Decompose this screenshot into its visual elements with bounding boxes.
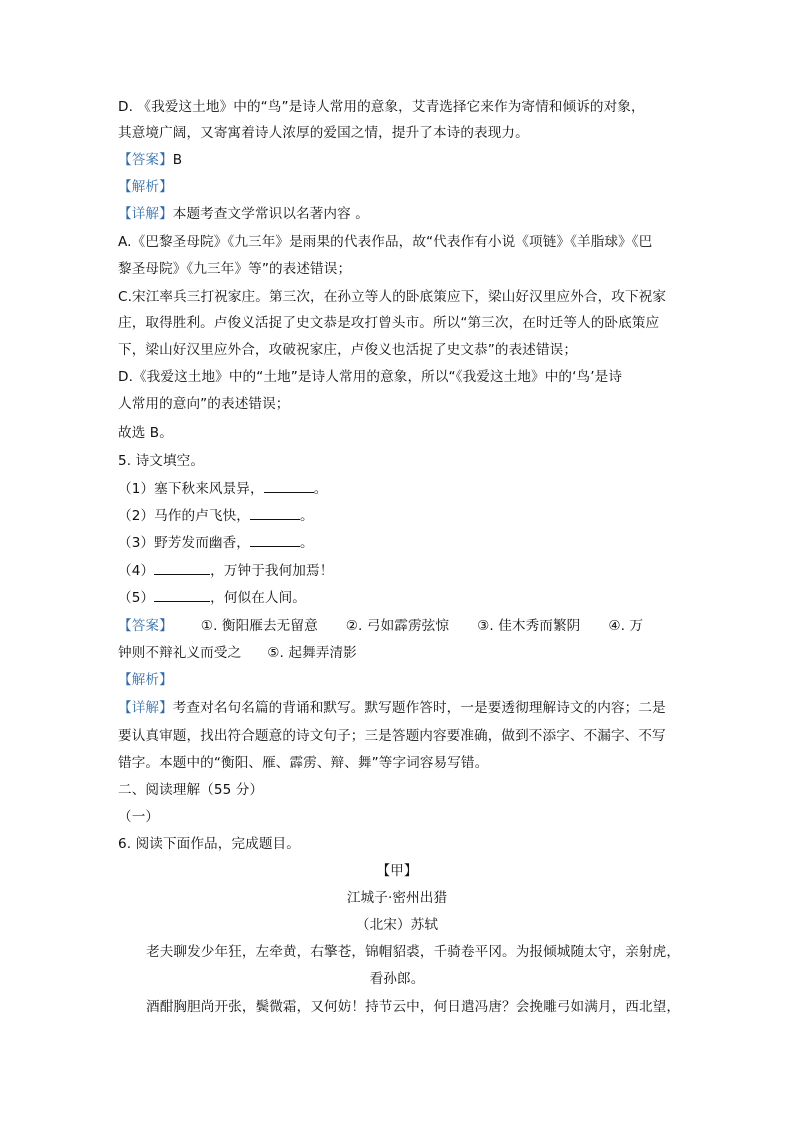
item-before: 野芳发而幽香， <box>154 535 250 551</box>
q5-title: 5. 诗文填空。 <box>118 453 205 469</box>
item-after: 。 <box>313 481 328 497</box>
q5-item <box>118 507 678 525</box>
poem-para1-line2: 看孙郎。 <box>369 971 425 987</box>
fill-blank <box>250 534 300 547</box>
answer-item: ②. 弓如霹雳弦惊 <box>345 618 450 634</box>
analysis-line: 人常用的意向”的表述错误； <box>118 396 290 412</box>
answer-tag: 【答案】 <box>118 152 173 168</box>
section-title: 二、阅读理解（55 分） <box>118 782 264 798</box>
q5-item <box>118 480 678 498</box>
item-num: （3） <box>118 535 155 551</box>
q6-title: 6. 阅读下面作品，完成题目。 <box>118 836 300 852</box>
detail-text: 考查对名句名篇的背诵和默写。默写题作答时，一是要透彻理解诗文的内容；二是 <box>172 700 666 716</box>
q4-option-d-line2: 其意境广阔，又寄寓着诗人浓厚的爱国之情，提升了本诗的表现力。 <box>118 125 529 141</box>
analysis-line: A.《巴黎圣母院》《九三年》是雨果的代表作品，故“代表作有小说《项链》《羊脂球》《巴 <box>118 234 653 250</box>
poem-label: 【甲】 <box>376 863 418 879</box>
analysis-line: 庄，取得胜利。卢俊义活捉了史文恭是攻打曾头市。所以“第三次，在时迁等人的卧底策应 <box>118 315 660 331</box>
detail-tag: 【详解】 <box>118 206 173 222</box>
q5-item <box>118 589 678 607</box>
detail-text: 本题考查文学常识以名著内容 。 <box>172 206 369 222</box>
answer-item: ④. 万 <box>608 618 644 634</box>
item-num: （1） <box>118 481 155 497</box>
fill-blank <box>154 562 210 575</box>
fill-blank <box>154 589 210 602</box>
fill-blank <box>250 507 300 520</box>
answer-item: ③. 佳木秀而繁阴 <box>477 618 581 634</box>
q4-answer <box>118 151 678 169</box>
poem-author: （北宋）苏轼 <box>355 917 439 933</box>
item-after: 。 <box>300 535 314 551</box>
q5-item <box>118 562 678 580</box>
q5-answers-line2 <box>118 644 678 662</box>
answer-item: 钟则不辩礼义而受之 <box>118 645 242 661</box>
poem-para1-line1: 老夫聊发少年狂，左牵黄，右擎苍，锦帽貂裘，千骑卷平冈。为报倾城随太守，亲射虎， <box>146 944 681 960</box>
analysis-line: 故选 B。 <box>118 425 173 441</box>
q4-detail <box>118 205 678 223</box>
item-after: ，万钟于我何加焉！ <box>210 563 334 579</box>
q5-answers <box>118 617 678 635</box>
item-before: 马作的卢飞快， <box>154 508 250 524</box>
detail-tag: 【详解】 <box>118 700 173 716</box>
q4-option-d-line1: D. 《我爱这土地》中的“鸟”是诗人常用的意象，艾青选择它来作为寄情和倾诉的对象， <box>118 99 645 115</box>
answer-tag: 【答案】 <box>118 618 173 634</box>
analysis-line: D.《我爱这土地》中的“土地”是诗人常用的意象，所以“《我爱这土地》中的‘鸟’是诗 <box>118 369 623 385</box>
answer-item: ①. 衡阳雁去无留意 <box>200 618 318 634</box>
poem-para2-line1: 酒酣胸胆尚开张，鬓微霜，又何妨！持节云中，何日遣冯唐？会挽雕弓如满月，西北望， <box>146 999 681 1015</box>
item-num: （5） <box>118 590 155 606</box>
poem-title: 江城子·密州出猎 <box>346 890 448 906</box>
answer-value: B <box>172 152 183 168</box>
item-after: 。 <box>300 508 314 524</box>
q5-detail-line3: 错字。本题中的“衡阳、雁、霹雳、辩、舞”等字词容易写错。 <box>118 755 489 771</box>
q5-item <box>118 534 678 552</box>
section-sub: （一） <box>118 809 160 825</box>
item-num: （4） <box>118 563 155 579</box>
item-num: （2） <box>118 508 155 524</box>
q5-detail-line1 <box>118 699 678 717</box>
q5-detail-line2: 要认真审题，找出符合题意的诗文句子；三是答题内容要准确，做到不添字、不漏字、不写 <box>118 728 666 744</box>
fill-blank <box>264 480 314 493</box>
analysis-tag: 【解析】 <box>118 179 173 195</box>
analysis-line: C.宋江率兵三打祝家庄。第三次，在孙立等人的卧底策应下，梁山好汉里应外合，攻下祝家 <box>118 289 667 305</box>
q5-analysis-tag: 【解析】 <box>118 672 173 688</box>
item-after: ，何似在人间。 <box>210 590 306 606</box>
item-before: 塞下秋来风景异， <box>154 481 264 497</box>
analysis-line: 下，梁山好汉里应外合，攻破祝家庄，卢俊义也活捉了史文恭”的表述错误； <box>118 342 578 358</box>
analysis-line: 黎圣母院》《九三年》等”的表述错误； <box>118 261 352 277</box>
answer-item: ⑤. 起舞弄清影 <box>267 645 357 661</box>
